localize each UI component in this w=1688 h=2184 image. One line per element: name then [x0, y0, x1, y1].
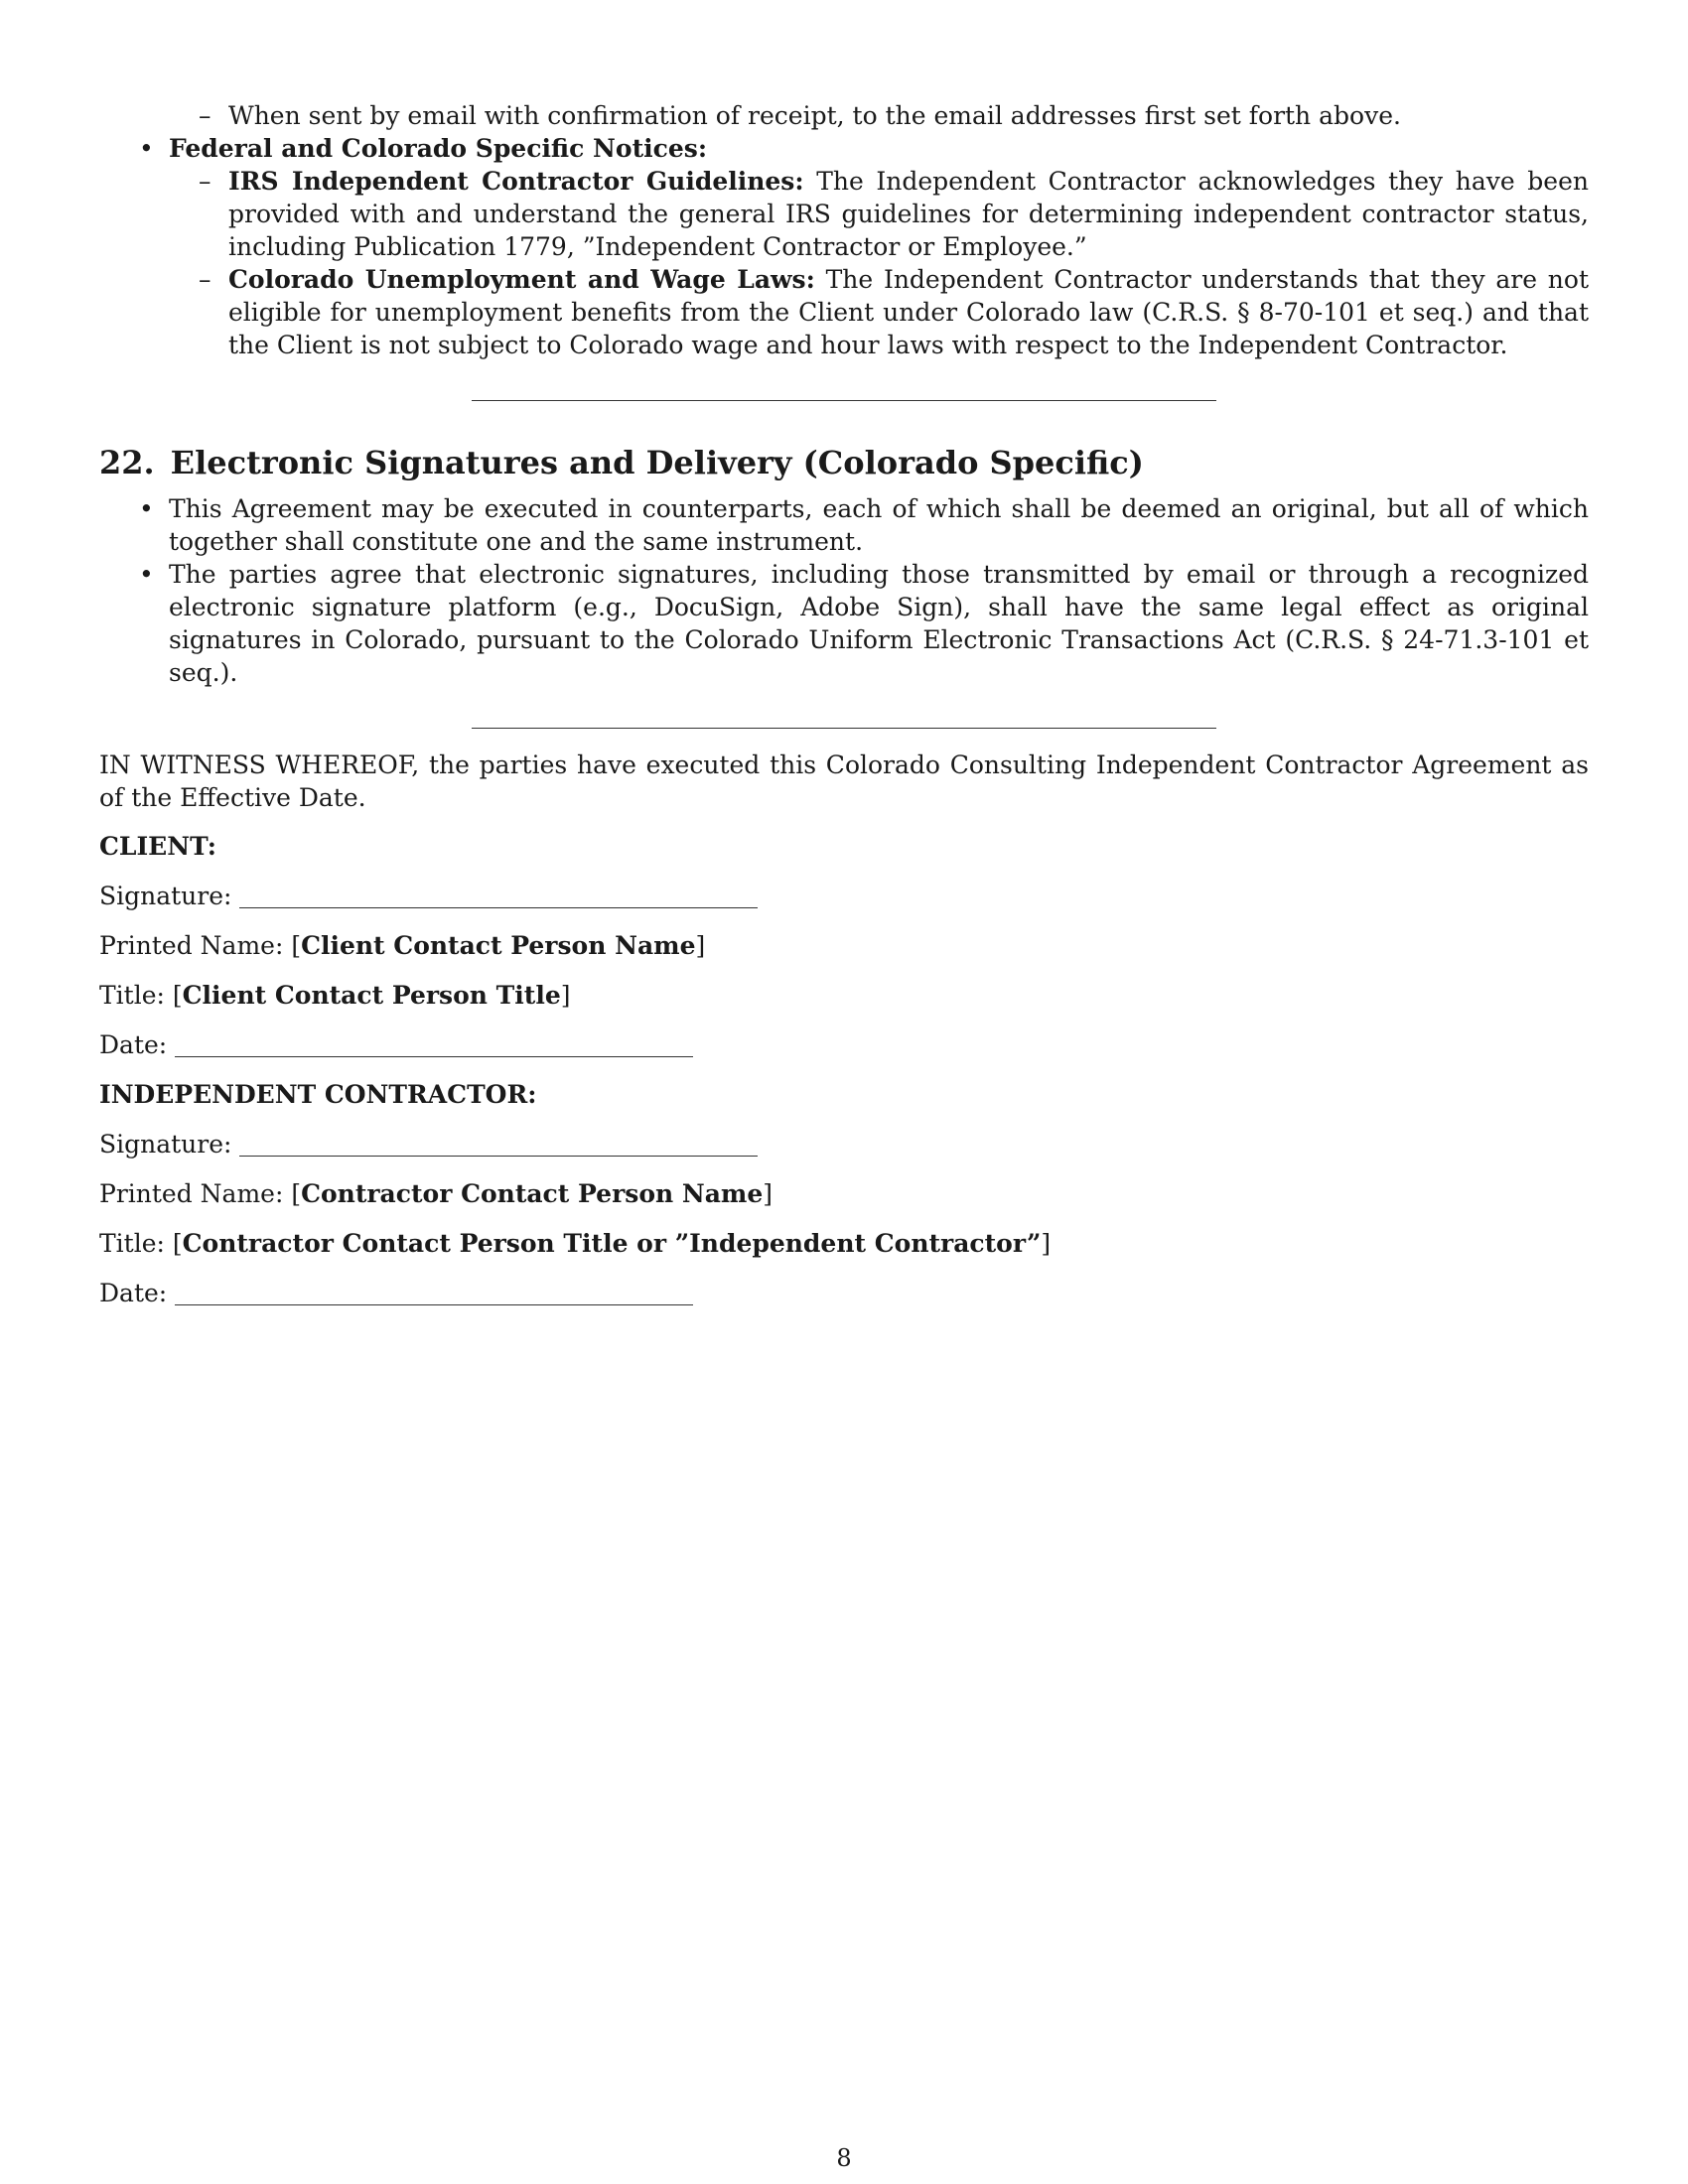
contractor-printed-name-value: Contractor Contact Person Name: [301, 1179, 764, 1208]
dash-marker: –: [199, 101, 211, 130]
section-22-bullet-text: The parties agree that electronic signatures, including those transmitted by email or through a recognized electronic signature platform (e.g., DocuSign, Adobe Sign), shall have the same legal effect as original signatures in Colorado, pursuant to the Colorado Uniform Electronic Transactions Act (C.R.S. § 24-71.3-101 et seq.).: [169, 560, 1589, 687]
contractor-printed-name-label: Printed Name:: [99, 1179, 284, 1208]
contractor-signature-line: [99, 1128, 1589, 1160]
client-date-line: [99, 1028, 1589, 1061]
contractor-signature-field[interactable]: [239, 1132, 758, 1157]
contractor-signature-label: Signature:: [99, 1130, 232, 1159]
contractor-date-line: [99, 1277, 1589, 1309]
document-page: [99, 99, 1589, 1309]
contractor-printed-name-line: Printed Name: [Contractor Contact Person Name]: [99, 1179, 774, 1208]
client-title-value: Client Contact Person Title: [182, 981, 561, 1010]
colorado-laws-item: [99, 263, 1589, 361]
notice-email-item: [99, 99, 1589, 132]
section-22-bullet-text: This Agreement may be executed in counterparts, each of which shall be deemed an original, but all of which together shall constitute one and the same instrument.: [169, 494, 1589, 556]
federal-notices-item: [99, 132, 1589, 165]
client-signature-field[interactable]: [239, 884, 758, 908]
contractor-title-value: Contractor Contact Person Title or ”Independent Contractor”: [182, 1229, 1042, 1258]
dash-marker: –: [199, 167, 211, 196]
colorado-laws-label: Colorado Unemployment and Wage Laws:: [228, 265, 815, 294]
contractor-date-field[interactable]: [175, 1281, 693, 1305]
dash-marker: –: [199, 265, 211, 294]
client-title-line: Title: [Client Contact Person Title]: [99, 981, 571, 1010]
irs-guidelines-label: IRS Independent Contractor Guidelines:: [228, 167, 804, 196]
bullet-marker: •: [139, 494, 154, 523]
client-printed-name-label: Printed Name:: [99, 931, 284, 960]
contractor-title-label: Title:: [99, 1229, 165, 1258]
colorado-laws-text: The Independent Contractor understands that they are not eligible for unemployment benefits from the Client under Colorado law (C.R.S. § 8-70-101 et seq.) and that the Client is not subject to Colorado wage and hour laws with respect to the Independent Contractor.: [228, 265, 1589, 359]
bullet-marker: •: [139, 134, 154, 163]
contractor-date-label: Date:: [99, 1279, 168, 1307]
contractor-heading: INDEPENDENT CONTRACTOR:: [99, 1080, 537, 1109]
section-22-title: Electronic Signatures and Delivery (Colorado Specific): [170, 444, 1144, 481]
section-22-bullet: [99, 558, 1589, 689]
contractor-title-line: Title: [Contractor Contact Person Title or ”Independent Contractor”]: [99, 1229, 1052, 1258]
client-printed-name-value: Client Contact Person Name: [301, 931, 696, 960]
client-heading: CLIENT:: [99, 832, 217, 861]
irs-guidelines-text: The Independent Contractor acknowledges they have been provided with and understand the general IRS guidelines for determining independent contractor status, including Publication 1779, ”Independent Contractor or Employee.”: [228, 167, 1589, 261]
client-title-label: Title:: [99, 981, 165, 1010]
federal-notices-heading: Federal and Colorado Specific Notices:: [169, 134, 708, 163]
irs-guidelines-item: [99, 165, 1589, 263]
client-signature-label: Signature:: [99, 882, 232, 910]
client-printed-name-line: Printed Name: [Client Contact Person Name]: [99, 931, 706, 960]
client-signature-line: [99, 880, 1589, 912]
section-22-bullet: [99, 492, 1589, 558]
witness-paragraph: IN WITNESS WHEREOF, the parties have executed this Colorado Consulting Independent Contractor Agreement as of the Effective Date.: [99, 751, 1589, 812]
client-date-field[interactable]: [175, 1032, 693, 1057]
bullet-marker: •: [139, 560, 154, 589]
client-date-label: Date:: [99, 1030, 168, 1059]
notice-email-text: When sent by email with confirmation of receipt, to the email addresses first set forth above.: [228, 101, 1401, 130]
section-22-number: 22.: [99, 444, 155, 481]
section-22-heading: [99, 443, 1589, 482]
page-number: 8: [836, 2144, 852, 2172]
